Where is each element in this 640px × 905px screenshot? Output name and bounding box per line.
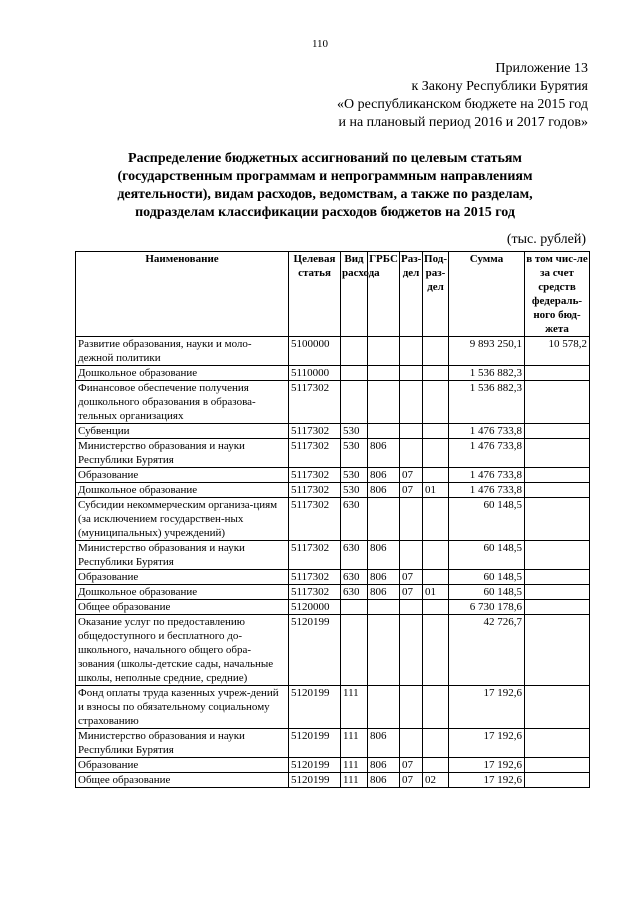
cell-name: Фонд оплаты труда казенных учреж-дений и взносы по обязательному социальному страхованию (76, 686, 289, 729)
cell-grbs (368, 366, 400, 381)
cell-federal (525, 498, 590, 541)
cell-razdel: 07 (400, 468, 423, 483)
cell-sum: 6 730 178,6 (449, 600, 525, 615)
cell-target: 5117302 (289, 381, 341, 424)
cell-razdel (400, 439, 423, 468)
table-row (76, 468, 590, 483)
cell-name: Субвенции (76, 424, 289, 439)
cell-podrazdel: 01 (423, 585, 449, 600)
document-title (60, 150, 590, 222)
cell-target: 5110000 (289, 366, 341, 381)
cell-razdel (400, 615, 423, 686)
cell-podrazdel (423, 570, 449, 585)
cell-federal (525, 483, 590, 498)
cell-razdel (400, 686, 423, 729)
col-header-razdel: Раз-дел (400, 252, 423, 337)
cell-grbs: 806 (368, 570, 400, 585)
cell-target: 5120199 (289, 686, 341, 729)
cell-sum: 1 536 882,3 (449, 381, 525, 424)
appendix-line: и на плановый период 2016 и 2017 годов» (338, 115, 588, 130)
cell-vid: 111 (341, 729, 368, 758)
cell-sum: 1 476 733,8 (449, 468, 525, 483)
cell-name: Образование (76, 570, 289, 585)
table-row (76, 439, 590, 468)
col-header-target: Целевая статья (289, 252, 341, 337)
cell-target: 5120199 (289, 773, 341, 788)
cell-federal (525, 758, 590, 773)
title-line: Распределение бюджетных ассигнований по целевым статьям (128, 151, 522, 166)
cell-grbs: 806 (368, 585, 400, 600)
cell-name: Дошкольное образование (76, 585, 289, 600)
cell-grbs: 806 (368, 773, 400, 788)
col-header-name: Наименование (76, 252, 289, 337)
cell-grbs: 806 (368, 541, 400, 570)
table-row (76, 366, 590, 381)
table-row (76, 381, 590, 424)
cell-podrazdel (423, 729, 449, 758)
cell-vid (341, 381, 368, 424)
cell-name: Развитие образования, науки и моло-дежной политики (76, 337, 289, 366)
cell-target: 5117302 (289, 541, 341, 570)
cell-vid (341, 600, 368, 615)
cell-grbs (368, 686, 400, 729)
cell-podrazdel (423, 366, 449, 381)
cell-razdel: 07 (400, 758, 423, 773)
table-row (76, 773, 590, 788)
cell-federal (525, 366, 590, 381)
cell-sum: 1 476 733,8 (449, 424, 525, 439)
cell-podrazdel (423, 498, 449, 541)
table-row (76, 483, 590, 498)
cell-federal (525, 600, 590, 615)
cell-grbs (368, 615, 400, 686)
cell-vid: 530 (341, 439, 368, 468)
appendix-line: «О республиканском бюджете на 2015 год (337, 97, 588, 112)
cell-razdel: 07 (400, 585, 423, 600)
cell-sum: 1 476 733,8 (449, 483, 525, 498)
cell-podrazdel (423, 686, 449, 729)
cell-podrazdel (423, 439, 449, 468)
cell-vid: 111 (341, 773, 368, 788)
cell-grbs (368, 337, 400, 366)
cell-razdel (400, 600, 423, 615)
cell-podrazdel (423, 381, 449, 424)
cell-federal (525, 570, 590, 585)
cell-razdel: 07 (400, 483, 423, 498)
cell-sum: 17 192,6 (449, 686, 525, 729)
cell-razdel (400, 424, 423, 439)
cell-vid (341, 366, 368, 381)
cell-sum: 17 192,6 (449, 773, 525, 788)
cell-grbs: 806 (368, 439, 400, 468)
cell-target: 5117302 (289, 468, 341, 483)
table-body (76, 337, 590, 788)
cell-razdel (400, 498, 423, 541)
table-row (76, 541, 590, 570)
cell-razdel (400, 729, 423, 758)
cell-vid: 111 (341, 686, 368, 729)
table-row (76, 729, 590, 758)
cell-name: Образование (76, 758, 289, 773)
cell-name: Дошкольное образование (76, 366, 289, 381)
col-header-sum: Сумма (449, 252, 525, 337)
cell-vid: 530 (341, 483, 368, 498)
table-row (76, 686, 590, 729)
cell-razdel: 07 (400, 570, 423, 585)
cell-podrazdel (423, 758, 449, 773)
cell-target: 5117302 (289, 483, 341, 498)
cell-name: Финансовое обеспечение получения дошкольного образования в образова-тельных организациях (76, 381, 289, 424)
cell-federal (525, 424, 590, 439)
cell-name: Министерство образования и науки Республики Бурятия (76, 439, 289, 468)
cell-federal (525, 729, 590, 758)
table-row (76, 758, 590, 773)
appendix-header (337, 60, 588, 132)
cell-sum: 1 476 733,8 (449, 439, 525, 468)
cell-grbs: 806 (368, 758, 400, 773)
table-row (76, 585, 590, 600)
cell-grbs: 806 (368, 729, 400, 758)
cell-name: Общее образование (76, 773, 289, 788)
appendix-line: Приложение 13 (495, 61, 588, 76)
cell-target: 5120199 (289, 615, 341, 686)
cell-podrazdel (423, 424, 449, 439)
budget-table (75, 251, 590, 788)
cell-sum: 60 148,5 (449, 585, 525, 600)
table-row (76, 570, 590, 585)
cell-federal (525, 468, 590, 483)
cell-name: Образование (76, 468, 289, 483)
cell-razdel (400, 381, 423, 424)
table-header-row (76, 252, 590, 337)
col-header-federal: в том чис-ле за счет средств федераль-ного бюд-жета (526, 253, 588, 335)
cell-sum: 1 536 882,3 (449, 366, 525, 381)
cell-name: Дошкольное образование (76, 483, 289, 498)
cell-sum: 17 192,6 (449, 758, 525, 773)
cell-vid: 111 (341, 758, 368, 773)
cell-vid (341, 615, 368, 686)
cell-federal (525, 439, 590, 468)
cell-target: 5120199 (289, 729, 341, 758)
title-line: подразделам классификации расходов бюджетов на 2015 год (135, 205, 515, 220)
col-header-vid: Вид расхода (341, 252, 368, 337)
cell-podrazdel (423, 615, 449, 686)
cell-podrazdel (423, 337, 449, 366)
table-row (76, 424, 590, 439)
cell-vid: 630 (341, 585, 368, 600)
cell-sum: 9 893 250,1 (449, 337, 525, 366)
cell-federal: 10 578,2 (525, 337, 590, 366)
cell-target: 5117302 (289, 424, 341, 439)
cell-federal (525, 381, 590, 424)
cell-federal (525, 541, 590, 570)
cell-federal (525, 615, 590, 686)
table-row (76, 498, 590, 541)
cell-target: 5117302 (289, 498, 341, 541)
cell-grbs (368, 381, 400, 424)
table-row (76, 615, 590, 686)
cell-name: Оказание услуг по предоставлению общедоступного и бесплатного до-школьного, начального общего обра-зования (школы-детские сады, начальные школы, неполные средние, средние) (76, 615, 289, 686)
cell-vid: 630 (341, 498, 368, 541)
cell-podrazdel: 02 (423, 773, 449, 788)
cell-target: 5117302 (289, 439, 341, 468)
title-line: (государственным программам и непрограммным направлениям (117, 169, 533, 184)
cell-sum: 60 148,5 (449, 541, 525, 570)
page-number: 110 (311, 38, 329, 50)
cell-vid: 630 (341, 541, 368, 570)
cell-vid: 530 (341, 468, 368, 483)
cell-name: Субсидии некоммерческим организа-циям (за исключением государствен-ных (муниципальных) учреждений) (76, 498, 289, 541)
table-row (76, 600, 590, 615)
cell-podrazdel (423, 541, 449, 570)
cell-federal (525, 585, 590, 600)
cell-razdel (400, 541, 423, 570)
table-row (76, 337, 590, 366)
col-header-grbs: ГРБС (368, 252, 400, 337)
cell-federal (525, 773, 590, 788)
cell-target: 5120199 (289, 758, 341, 773)
cell-grbs (368, 424, 400, 439)
cell-grbs (368, 600, 400, 615)
cell-grbs: 806 (368, 483, 400, 498)
cell-razdel (400, 366, 423, 381)
units-label: (тыс. рублей) (506, 232, 586, 247)
cell-razdel (400, 337, 423, 366)
cell-name: Министерство образования и науки Республики Бурятия (76, 729, 289, 758)
cell-name: Министерство образования и науки Республики Бурятия (76, 541, 289, 570)
title-line: деятельности), видам расходов, ведомствам, а также по разделам, (117, 187, 533, 202)
cell-podrazdel (423, 468, 449, 483)
cell-sum: 17 192,6 (449, 729, 525, 758)
cell-podrazdel (423, 600, 449, 615)
cell-target: 5120000 (289, 600, 341, 615)
cell-sum: 60 148,5 (449, 498, 525, 541)
cell-sum: 42 726,7 (449, 615, 525, 686)
cell-target: 5100000 (289, 337, 341, 366)
cell-podrazdel: 01 (423, 483, 449, 498)
cell-name: Общее образование (76, 600, 289, 615)
appendix-line: к Закону Республики Бурятия (411, 79, 588, 94)
cell-vid: 530 (341, 424, 368, 439)
cell-target: 5117302 (289, 585, 341, 600)
cell-target: 5117302 (289, 570, 341, 585)
cell-grbs (368, 498, 400, 541)
cell-federal (525, 686, 590, 729)
col-header-podrazdel: Под-раз-дел (423, 252, 449, 337)
cell-sum: 60 148,5 (449, 570, 525, 585)
cell-vid (341, 337, 368, 366)
cell-razdel: 07 (400, 773, 423, 788)
cell-vid: 630 (341, 570, 368, 585)
cell-grbs: 806 (368, 468, 400, 483)
